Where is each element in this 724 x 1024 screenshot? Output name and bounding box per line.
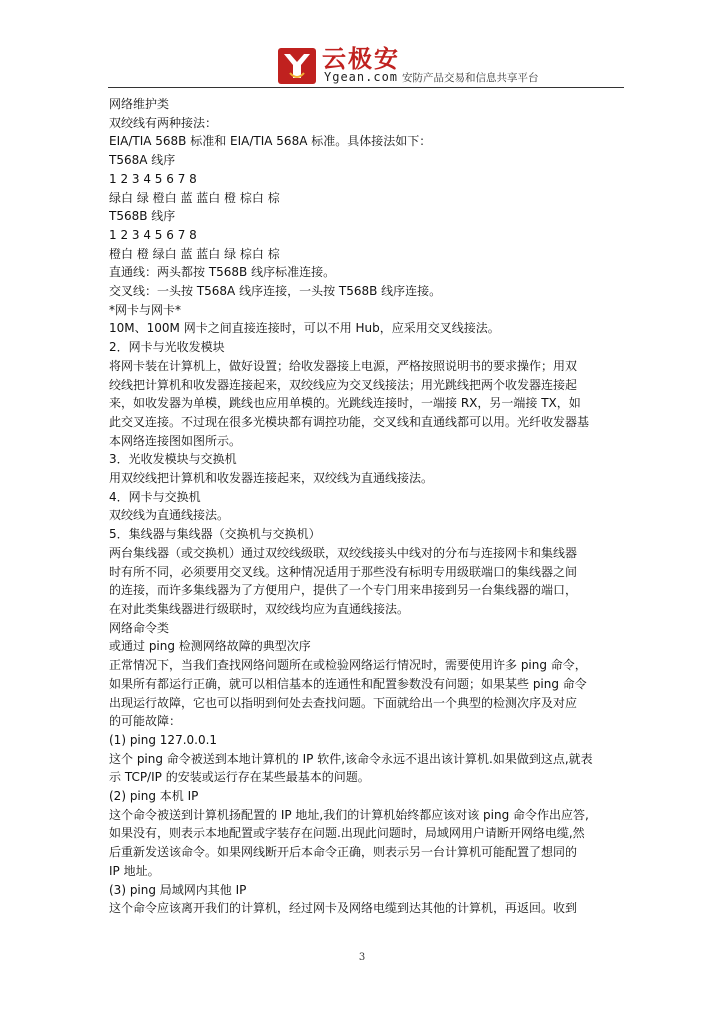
- text-line: 的连接，而许多集线器为了方便用户，提供了一个专门用来串接到另一台集线器的端口，: [109, 583, 578, 598]
- text-line: T568B 线序: [109, 209, 176, 224]
- brand-name: 云极安: [322, 44, 400, 73]
- text-line: 此交叉连接。不过现在很多光模块都有调控功能，交叉线和直通线都可以用。光纤收发器基: [109, 414, 590, 429]
- text-line: 橙白 橙 绿白 蓝 蓝白 绿 棕白 棕: [109, 246, 280, 261]
- text-line: 1 2 3 4 5 6 7 8: [109, 227, 197, 242]
- text-line: 或通过 ping 检测网络故障的典型次序: [109, 639, 311, 654]
- text-line: 10M、100M 网卡之间直接连接时，可以不用 Hub，应采用交叉线接法。: [109, 321, 500, 336]
- text-line: 5．集线器与集线器（交换机与交换机）: [109, 527, 321, 542]
- header-divider: [108, 87, 624, 88]
- text-line: 将网卡装在计算机上，做好设置；给收发器接上电源，严格按照说明书的要求操作；用双: [109, 358, 578, 373]
- text-line: 的可能故障：: [109, 714, 182, 729]
- text-line: 这个命令被送到计算机扬配置的 IP 地址,我们的计算机始终都应该对该 ping 命令作出应答,: [109, 807, 589, 822]
- text-line: 来，如收发器为单模，跳线也应用单模的。光跳线连接时，一端接 RX，另一端接 TX，如: [109, 396, 581, 411]
- text-line: 绞线把计算机和收发器连接起来，双绞线应为交叉线接法；用光跳线把两个收发器连接起: [109, 377, 578, 392]
- text-line: 直通线：两头都按 T568B 线序标准连接。: [109, 265, 336, 280]
- page-header: [108, 40, 624, 90]
- text-line: 4．网卡与交换机: [109, 489, 201, 504]
- text-line: *网卡与网卡*: [109, 302, 182, 317]
- text-line: 网络命令类: [109, 620, 170, 635]
- page-number: 3: [358, 952, 366, 963]
- text-line: IP 地址。: [109, 863, 160, 878]
- text-line: 双绞线有两种接法：: [109, 115, 218, 130]
- document-body: [109, 95, 621, 918]
- brand-domain: Ygean.com: [324, 70, 399, 84]
- text-line: 在对此类集线器进行级联时，双绞线均应为直通线接法。: [109, 601, 410, 616]
- text-line: 1 2 3 4 5 6 7 8: [109, 171, 197, 186]
- text-line: 出现运行故障，它也可以指明到何处去查找问题。下面就给出一个典型的检测次序及对应: [109, 695, 578, 710]
- logo-icon: [278, 48, 316, 84]
- text-line: 后重新发送该命令。如果网线断开后本命令正确，则表示另一台计算机可能配置了想同的: [109, 845, 578, 860]
- text-line: 这个 ping 命令被送到本地计算机的 IP 软件,该命令永远不退出该计算机.如果做到这点,就表: [109, 751, 593, 766]
- text-line: EIA/TIA 568B 标准和 EIA/TIA 568A 标准。具体接法如下：: [109, 134, 432, 149]
- text-line: (2) ping 本机 IP: [109, 789, 199, 804]
- text-line: 示 TCP/IP 的安装或运行存在某些最基本的问题。: [109, 770, 370, 785]
- text-line: 时有所不同，必须要用交叉线。这种情况适用于那些没有标明专用级联端口的集线器之间: [109, 564, 578, 579]
- text-line: 正常情况下，当我们查找网络问题所在或检验网络运行情况时，需要使用许多 ping 命令，: [109, 658, 587, 673]
- text-line: 本网络连接图如图所示。: [109, 433, 242, 448]
- text-line: 如果所有都运行正确，就可以相信基本的连通性和配置参数没有问题；如果某些 ping 命令: [109, 676, 587, 691]
- text-line: 绿白 绿 橙白 蓝 蓝白 橙 棕白 棕: [109, 190, 280, 205]
- text-line: 如果没有，则表示本地配置或字装存在问题.出现此问题时，局域网用户请断开网络电缆,然: [109, 826, 585, 841]
- brand-slogan: 安防产品交易和信息共享平台: [402, 72, 539, 84]
- text-line: 两台集线器（或交换机）通过双绞线级联，双绞线接头中线对的分布与连接网卡和集线器: [109, 545, 578, 560]
- text-line: 双绞线为直通线接法。: [109, 508, 230, 523]
- text-line: 这个命令应该离开我们的计算机，经过网卡及网络电缆到达其他的计算机，再返回。收到: [109, 901, 578, 916]
- text-line: 网络维护类: [109, 97, 170, 111]
- text-line: 交叉线：一头按 T568A 线序连接，一头按 T568B 线序连接。: [109, 284, 442, 299]
- text-line: T568A 线序: [109, 153, 176, 168]
- text-line: (1) ping 127.0.0.1: [109, 732, 218, 747]
- text-line: (3) ping 局域网内其他 IP: [109, 882, 247, 897]
- text-line: 3．光收发模块与交换机: [109, 452, 237, 467]
- text-line: 用双绞线把计算机和收发器连接起来，双绞线为直通线接法。: [109, 471, 434, 486]
- text-line: 2．网卡与光收发模块: [109, 340, 225, 355]
